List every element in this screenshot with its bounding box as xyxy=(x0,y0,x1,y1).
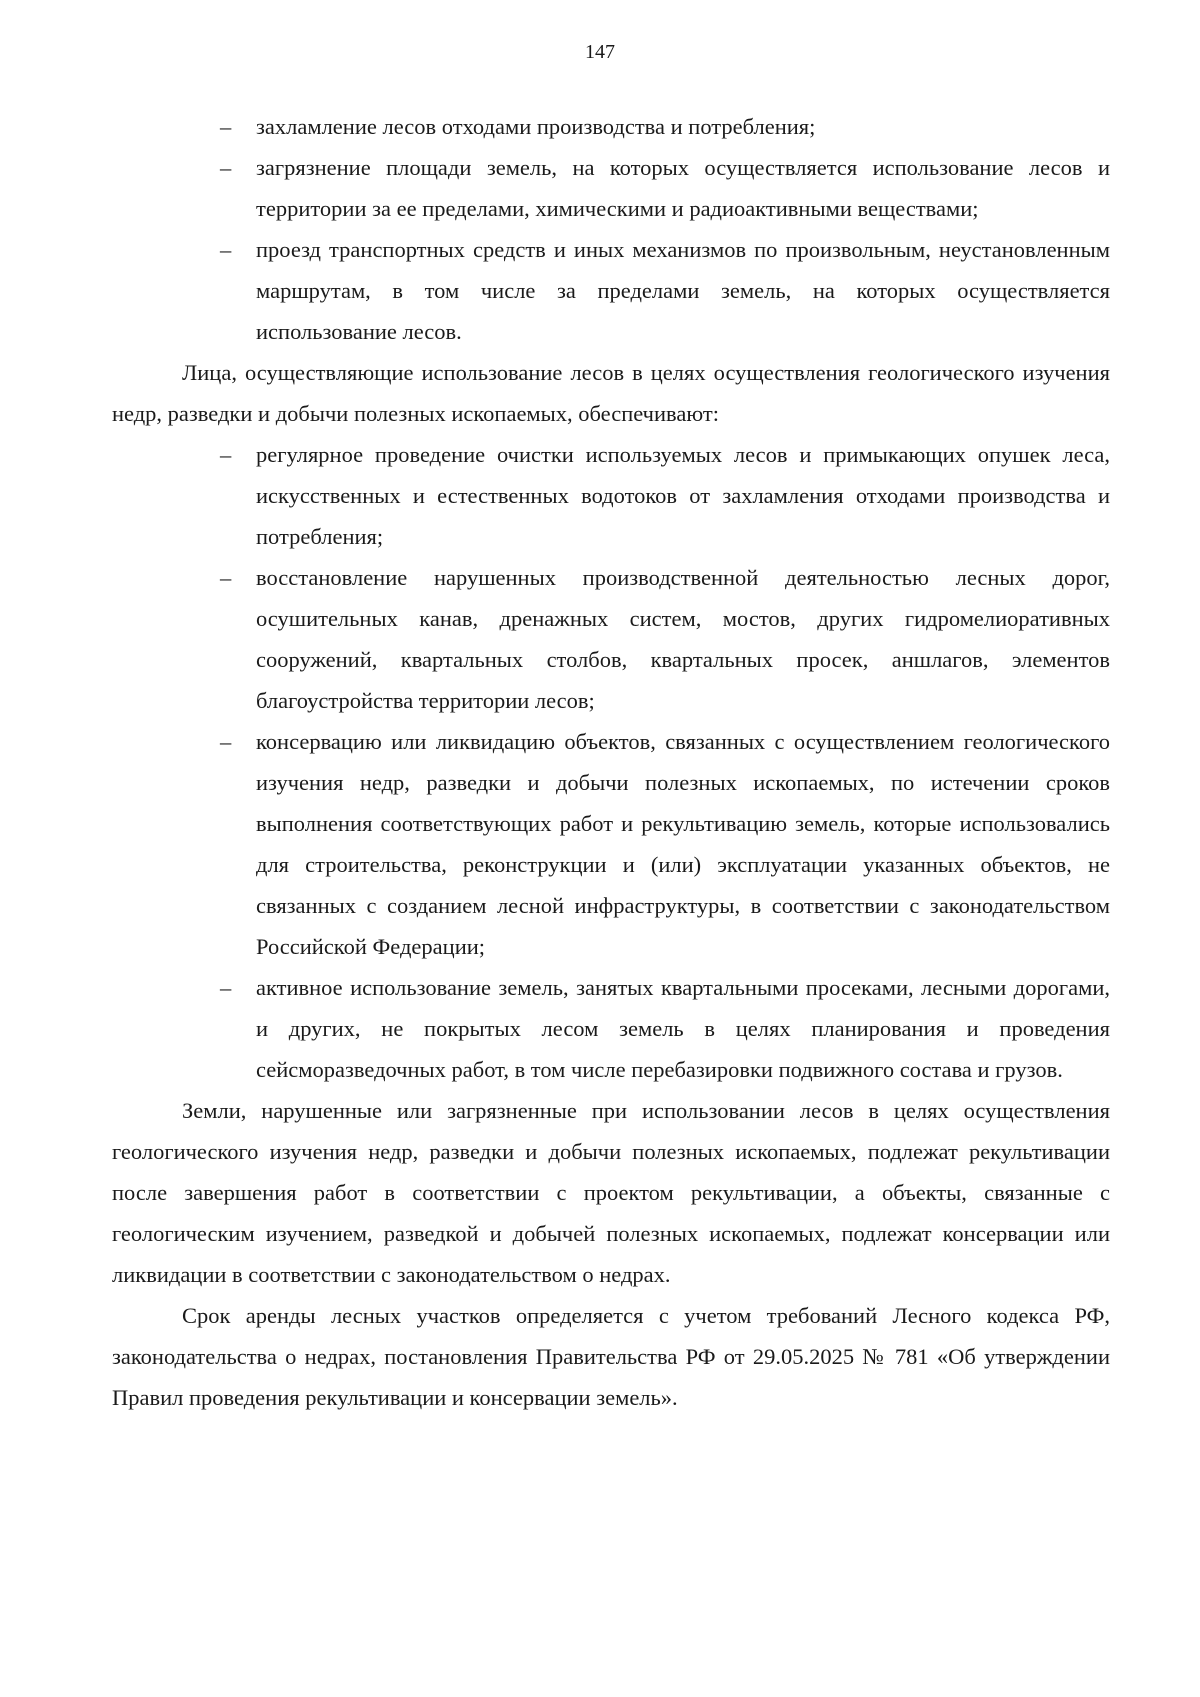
list-item-text: восстановление нарушенных производственной деятельностью лесных дорог, осушительных канав, дренажных систем, мостов, других гидромелиоративных сооружений, квартальных столбов, квартальных просек, аншлагов, элементов благоустройства территории лесов; xyxy=(256,565,1110,713)
paragraph-land-reclamation: Земли, нарушенные или загрязненные при использовании лесов в целях осуществления геологического изучения недр, разведки и добычи полезных ископаемых, подлежат рекультивации после завершения работ в соответствии с проектом рекультивации, а объекты, связанные с геологическим изучением, разведкой и добычей полезных ископаемых, подлежат консервации или ликвидации в соответствии с законодательством о недрах. xyxy=(112,1098,1110,1287)
list-item xyxy=(112,557,1110,721)
dash-marker: – xyxy=(220,729,232,754)
list-item-text: загрязнение площади земель, на которых осуществляется использование лесов и территории за ее пределами, химическими и радиоактивными веществами; xyxy=(256,155,1110,221)
obligations-list xyxy=(112,434,1110,1090)
list-item-text: консервацию или ликвидацию объектов, связанных с осуществлением геологического изучения недр, разведки и добычи полезных ископаемых, по истечении сроков выполнения соответствующих работ и рекультивацию земель, которые использовались для строительства, реконструкции и (или) эксплуатации указанных объектов, не связанных с созданием лесной инфраструктуры, в соответствии с законодательством Российской Федерации; xyxy=(256,729,1110,959)
list-item-text: проезд транспортных средств и иных механизмов по произвольным, неустановленным маршрутам, в том числе за пределами земель, на которых осуществляется использование лесов. xyxy=(256,237,1110,344)
dash-marker: – xyxy=(220,237,232,262)
list-item xyxy=(112,147,1110,229)
list-item-text: активное использование земель, занятых квартальными просеками, лесными дорогами, и других, не покрытых лесом земель в целях планирования и проведения сейсморазведочных работ, в том числе перебазировки подвижного состава и грузов. xyxy=(256,975,1110,1082)
paragraph-obligations-intro: Лица, осуществляющие использование лесов в целях осуществления геологического изучения недр, разведки и добычи полезных ископаемых, обеспечивают: xyxy=(112,360,1110,426)
page-number: 147 xyxy=(585,41,615,63)
list-item xyxy=(112,229,1110,352)
dash-marker: – xyxy=(220,155,232,180)
pollution-list xyxy=(112,106,1110,352)
list-item xyxy=(112,106,1110,147)
page-content xyxy=(112,106,1110,1418)
list-item xyxy=(112,434,1110,557)
dash-marker: – xyxy=(220,442,232,467)
list-item-text: захламление лесов отходами производства и потребления; xyxy=(256,114,816,139)
list-item-text: регулярное проведение очистки используемых лесов и примыкающих опушек леса, искусственных и естественных водотоков от захламления отходами производства и потребления; xyxy=(256,442,1110,549)
dash-marker: – xyxy=(220,565,232,590)
dash-marker: – xyxy=(220,114,232,139)
list-item xyxy=(112,967,1110,1090)
paragraph-lease-term: Срок аренды лесных участков определяется с учетом требований Лесного кодекса РФ, законодательства о недрах, постановления Правительства РФ от 29.05.2025 № 781 «Об утверждении Правил проведения рекультивации и консервации земель». xyxy=(112,1303,1110,1410)
dash-marker: – xyxy=(220,975,232,1000)
list-item xyxy=(112,721,1110,967)
